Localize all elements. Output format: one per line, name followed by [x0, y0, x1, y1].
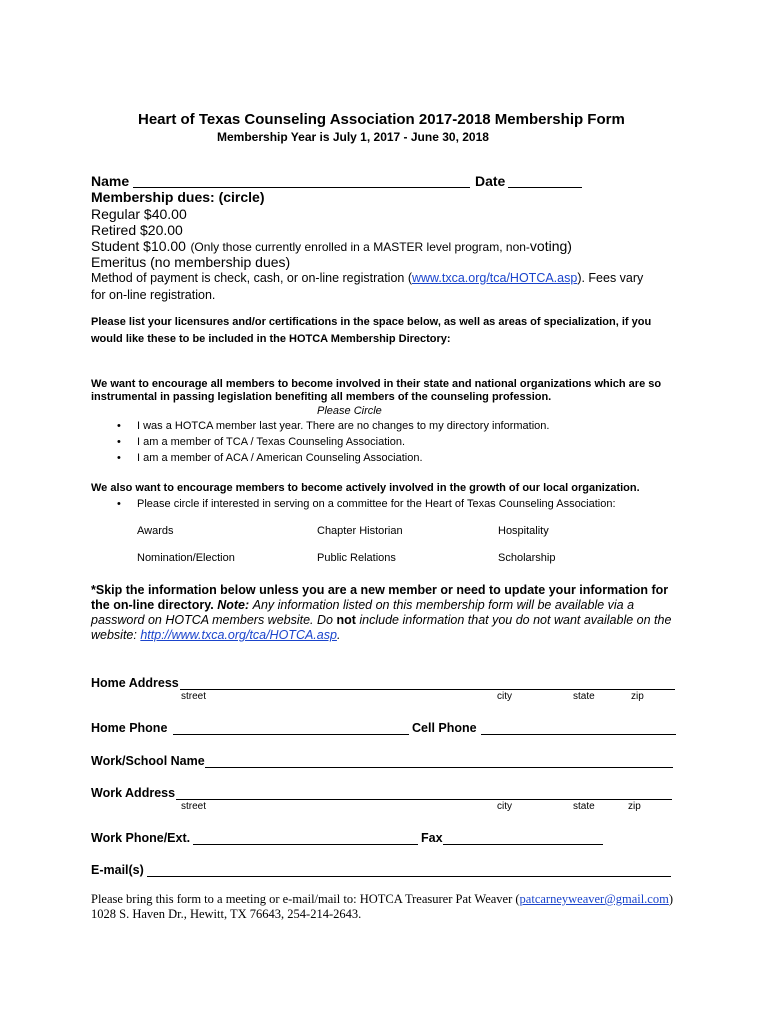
skip-note-not: not [336, 613, 356, 627]
state-caption: state [573, 691, 595, 702]
involvement-option[interactable]: I was a HOTCA member last year. There are no changes to my directory information. [137, 420, 550, 432]
bullet-icon: • [117, 452, 121, 464]
home-phone-field[interactable] [173, 734, 409, 735]
date-field[interactable] [508, 187, 582, 188]
work-school-label: Work/School Name [91, 754, 205, 768]
payment-link[interactable]: www.txca.org/tca/HOTCA.asp [411, 271, 578, 285]
street-caption: street [181, 801, 207, 812]
email-field[interactable] [147, 876, 671, 877]
skip-note-label: Note: [217, 598, 250, 612]
committee-nomination-election[interactable]: Nomination/Election [137, 552, 235, 564]
dues-student-label: Student $10.00 [91, 238, 186, 254]
form-subtitle: Membership Year is July 1, 2017 - June 30, 2018 [217, 130, 489, 144]
home-address-field[interactable] [180, 689, 675, 690]
skip-note-text: include information that you do not want available on the [359, 613, 672, 627]
payment-method [91, 271, 643, 285]
work-school-field[interactable] [205, 767, 673, 768]
payment-line2: for on-line registration. [91, 288, 216, 302]
skip-note-line4 [91, 628, 340, 642]
cell-phone-field[interactable] [481, 734, 676, 735]
street-caption: street [181, 691, 207, 702]
work-phone-label: Work Phone/Ext. [91, 831, 191, 845]
committee-hospitality[interactable]: Hospitality [498, 525, 549, 537]
state-caption: state [573, 801, 595, 812]
footer-address: 1028 S. Haven Dr., Hewitt, TX 76643, 254-214-2643. [91, 907, 362, 921]
hotca-website-link[interactable]: http://www.txca.org/tca/HOTCA.asp [140, 628, 337, 642]
skip-note-bold: the on-line directory. [91, 598, 214, 612]
skip-note-line1: *Skip the information below unless you are a new member or need to update your information for [91, 583, 669, 597]
payment-text: Method of payment is check, cash, or on-line registration ( [91, 271, 412, 285]
involvement-line2: instrumental in passing legislation benefiting all members of the counseling profession. [91, 391, 552, 403]
dues-student-note: (Only those currently enrolled in a MASTER level program, non- [190, 240, 530, 254]
footer-text: Please bring this form to a meeting or e-mail/mail to: HOTCA Treasurer Pat Weaver ( [91, 892, 520, 906]
fax-label: Fax [421, 831, 443, 845]
dues-student-voting: voting) [529, 238, 572, 254]
committee-public-relations[interactable]: Public Relations [317, 552, 396, 564]
work-address-field[interactable] [176, 799, 672, 800]
date-label: Date [475, 173, 506, 189]
work-phone-field[interactable] [193, 844, 418, 845]
please-circle: Please Circle [317, 405, 382, 417]
licensures-line2: would like these to be included in the HOTCA Membership Directory: [91, 333, 451, 345]
skip-note-text: Any information listed on this membership form will be available via a [252, 598, 635, 612]
city-caption: city [497, 801, 512, 812]
zip-caption: zip [628, 801, 641, 812]
involvement-line1: We want to encourage all members to become involved in their state and national organizations which are so [91, 378, 662, 390]
licensures-line1: Please list your licensures and/or certifications in the space below, as well as areas of specialization, if you [91, 316, 652, 328]
committee-chapter-historian[interactable]: Chapter Historian [317, 525, 403, 537]
committees-heading: We also want to encourage members to become actively involved in the growth of our local organization. [91, 482, 640, 494]
fax-field[interactable] [443, 844, 603, 845]
treasurer-email-link[interactable]: patcarneyweaver@gmail.com [519, 892, 669, 906]
skip-note-text: . [336, 628, 341, 642]
dues-emeritus[interactable]: Emeritus (no membership dues) [91, 254, 291, 270]
zip-caption: zip [631, 691, 644, 702]
name-field[interactable] [133, 187, 470, 188]
committee-awards[interactable]: Awards [137, 525, 174, 537]
work-address-label: Work Address [91, 786, 176, 800]
committee-scholarship[interactable]: Scholarship [498, 552, 556, 564]
payment-text-end: ). Fees vary [577, 271, 644, 285]
skip-note-line3 [91, 613, 671, 627]
footer-text-end: ) [668, 892, 674, 906]
footer-line1 [91, 892, 673, 907]
bullet-icon: • [117, 498, 121, 510]
dues-regular[interactable]: Regular $40.00 [91, 206, 187, 222]
skip-note-text: password on HOTCA members website. Do [91, 613, 333, 627]
cell-phone-label: Cell Phone [412, 721, 477, 735]
home-address-label: Home Address [91, 676, 179, 690]
bullet-icon: • [117, 436, 121, 448]
skip-note-line2 [91, 598, 634, 612]
name-label: Name [91, 173, 130, 189]
involvement-option[interactable]: I am a member of ACA / American Counseling Association. [137, 452, 423, 464]
dues-retired[interactable]: Retired $20.00 [91, 222, 183, 238]
form-title: Heart of Texas Counseling Association 2017-2018 Membership Form [138, 111, 625, 128]
dues-heading: Membership dues: (circle) [91, 189, 265, 205]
email-label: E-mail(s) [91, 863, 144, 877]
involvement-option[interactable]: I am a member of TCA / Texas Counseling Association. [137, 436, 406, 448]
home-phone-label: Home Phone [91, 721, 168, 735]
city-caption: city [497, 691, 512, 702]
skip-note-text: website: [91, 628, 137, 642]
bullet-icon: • [117, 420, 121, 432]
committees-instruction: Please circle if interested in serving on a committee for the Heart of Texas Counseling Association: [137, 498, 616, 510]
